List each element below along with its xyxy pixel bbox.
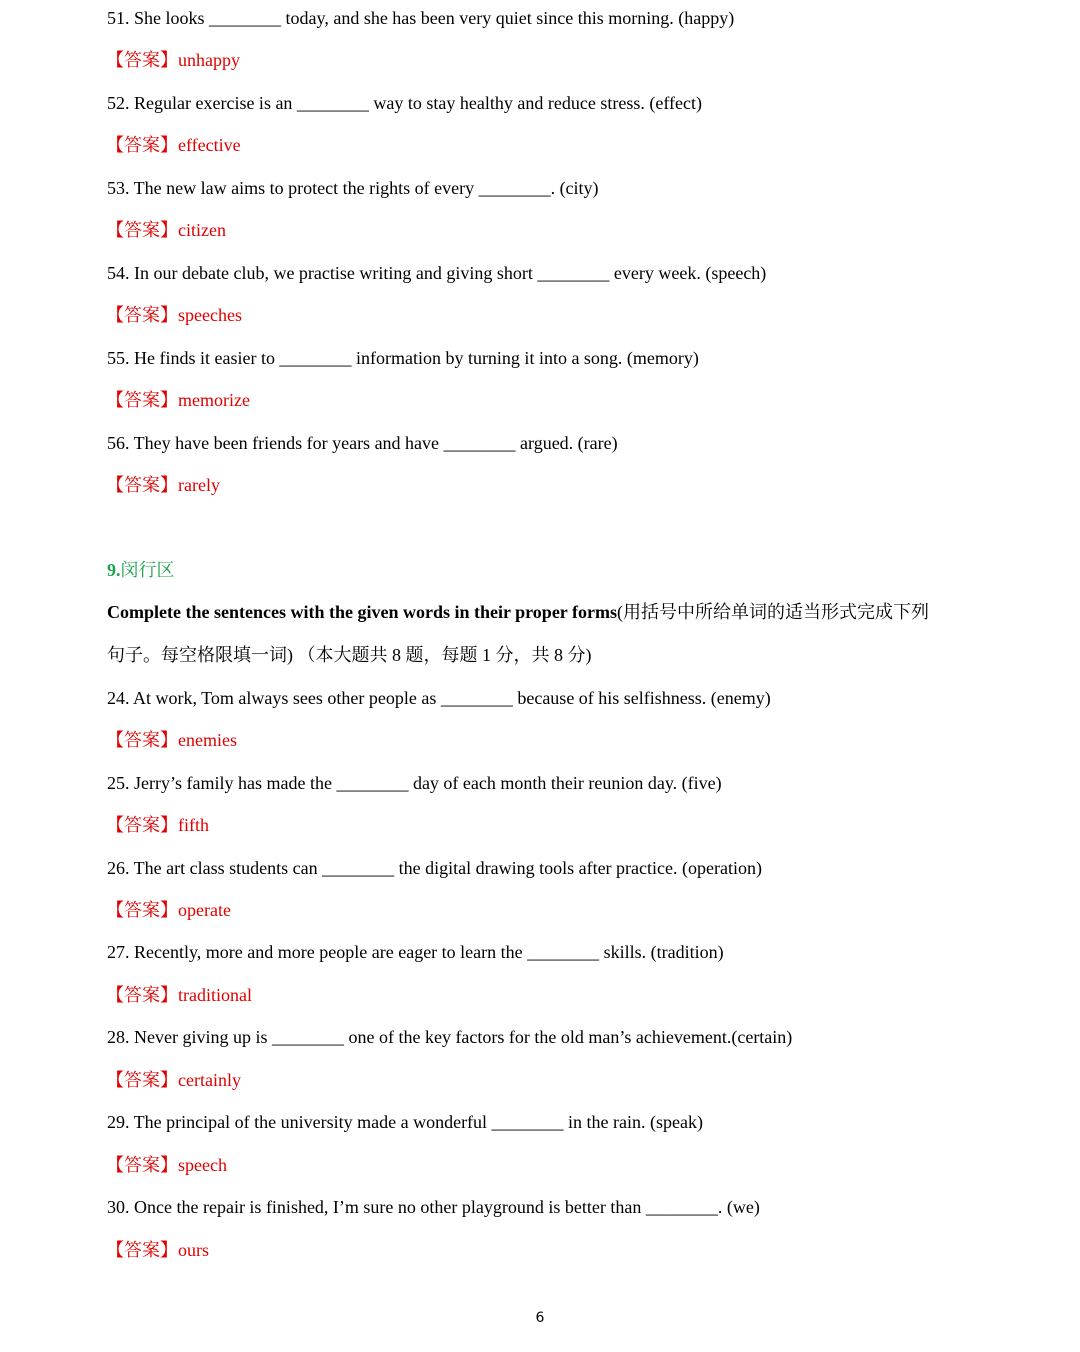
question-29: 29. The principal of the university made a wonderful ________ in the rain. (speak) [107,1112,704,1132]
answer-52: 【答案】effective [106,135,241,155]
answer-53: 【答案】citizen [106,220,226,240]
answer-30: 【答案】ours [106,1240,209,1260]
question-55: 55. He finds it easier to ________ information by turning it into a song. (memory) [107,348,699,368]
question-52: 52. Regular exercise is an ________ way to stay healthy and reduce stress. (effect) [107,93,702,113]
question-24: 24. At work, Tom always sees other people as ________ because of his selfishness. (enemy) [107,688,771,708]
answer-26: 【答案】operate [106,900,231,920]
answer-28: 【答案】certainly [106,1070,241,1090]
question-54: 54. In our debate club, we practise writing and giving short ________ every week. (speech) [107,263,767,283]
answer-29: 【答案】speech [106,1155,227,1175]
section-instruction-line-2: 句子。每空格限填一词) （本大题共 8 题，每题 1 分，共 8 分) [107,645,592,665]
page-number: 6 [535,1310,545,1326]
answer-25: 【答案】fifth [106,815,209,835]
answer-24: 【答案】enemies [106,730,237,750]
answer-27: 【答案】traditional [106,985,252,1005]
question-26: 26. The art class students can ________ the digital drawing tools after practice. (operation) [107,858,762,878]
question-25: 25. Jerry’s family has made the ________ day of each month their reunion day. (five) [107,773,722,793]
answer-56: 【答案】rarely [106,475,220,495]
section-district: 闵行区 [120,560,175,580]
question-51: 51. She looks ________ today, and she has been very quiet since this morning. (happy) [107,8,735,28]
question-27: 27. Recently, more and more people are eager to learn the ________ skills. (tradition) [107,942,724,962]
instruction-chinese: (用括号中所给单词的适当形式完成下列 [616,602,929,622]
answer-55: 【答案】memorize [106,390,250,410]
answer-54: 【答案】speeches [106,305,242,325]
section-heading [107,558,175,582]
question-28: 28. Never giving up is ________ one of the key factors for the old man’s achievement.(certain) [107,1027,793,1047]
question-56: 56. They have been friends for years and have ________ argued. (rare) [107,433,618,453]
question-53: 53. The new law aims to protect the rights of every ________. (city) [107,178,599,198]
instruction-english: Complete the sentences with the given words in their proper forms [107,602,617,622]
question-30: 30. Once the repair is finished, I’m sure no other playground is better than ________. (we) [107,1197,760,1217]
section-instruction-line-1 [107,600,929,624]
answer-51: 【答案】unhappy [106,50,240,70]
section-number: 9. [107,560,121,580]
